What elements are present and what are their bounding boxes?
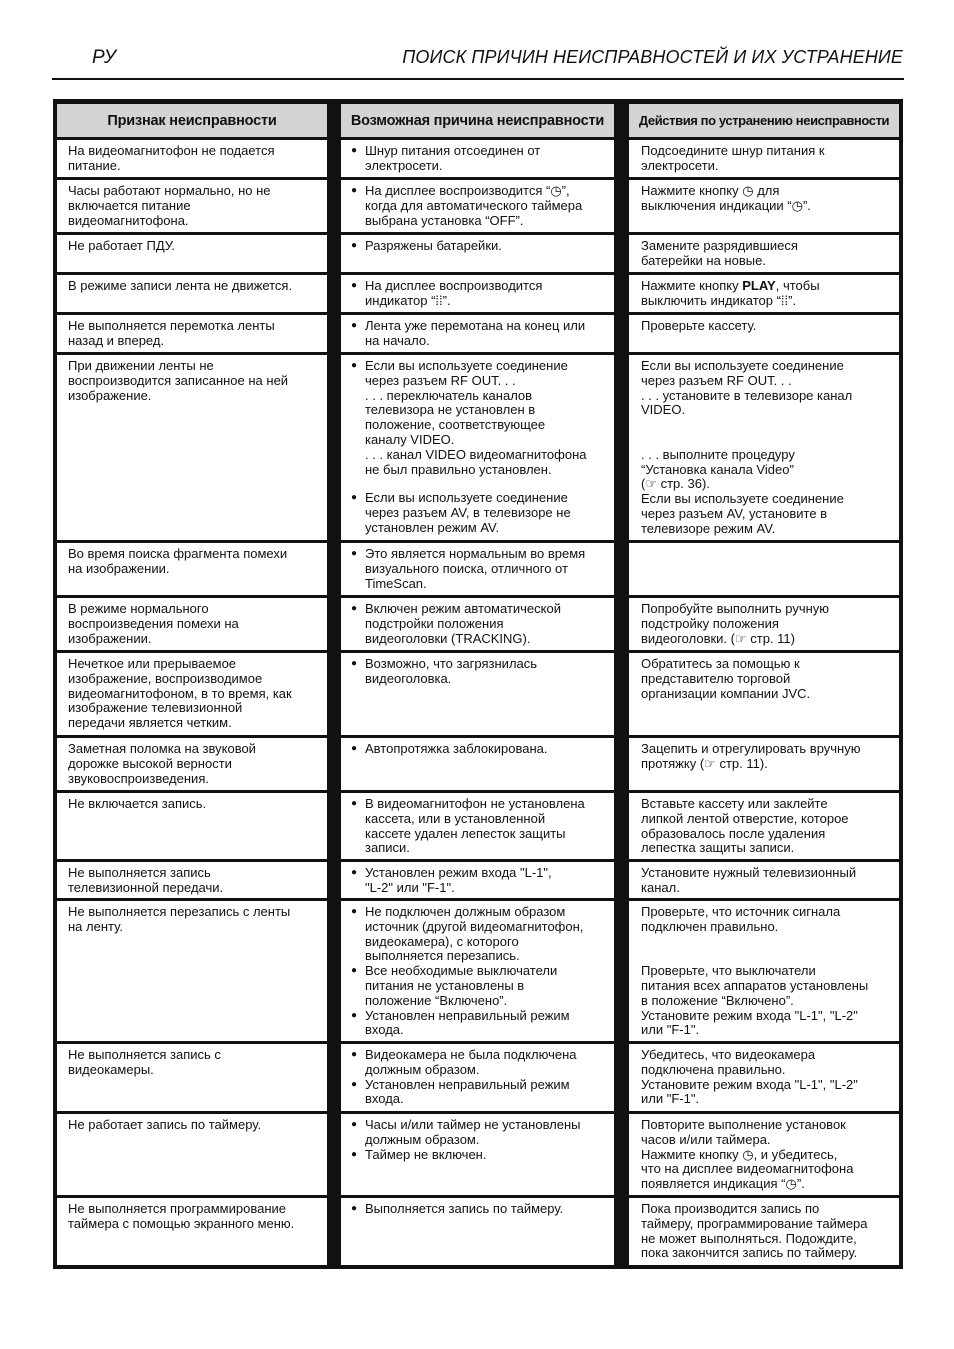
play-label: PLAY — [742, 278, 776, 293]
cause-cell — [341, 1044, 614, 1111]
action-text: Проверьте, что источник сигнала подключен правильно. Проверьте, что выключатели питания всех аппаратов установлены в положение “Включено”. Установите режим входа "L-1", "L-2" или "F-1". — [641, 904, 869, 1038]
bullet-item: ● Возможно, что загрязнилась видеоголовка. — [351, 657, 608, 687]
symptom-cell: Не включается запись. — [57, 793, 327, 859]
cause-cell — [341, 275, 614, 312]
spacer — [351, 477, 608, 491]
bullet-item: ● Лента уже перемотана на конец или на начало. — [351, 319, 608, 349]
bullet-item: ● Если вы используете соединение через разъем AV, в телевизоре не установлен режим AV. — [351, 491, 608, 535]
bullet-item: ● Выполняется запись по таймеру. — [351, 1202, 608, 1217]
cause-cell — [341, 315, 614, 352]
cause-cell — [341, 793, 614, 859]
cause-cell — [341, 738, 614, 790]
action-cell — [629, 275, 899, 312]
action-text: Подсоедините шнур питания к электросети. — [641, 143, 825, 173]
action-text: Обратитесь за помощью к представителю торговой организации компании JVC. — [641, 656, 811, 701]
action-cell — [629, 543, 899, 595]
cause-cell — [341, 543, 614, 595]
action-cell — [629, 1114, 899, 1195]
action-text: Проверьте кассету. — [641, 318, 757, 333]
action-cell — [629, 180, 899, 232]
symptom-header: Признак неисправности — [57, 104, 327, 137]
symptom-cell: Не работает запись по таймеру. — [57, 1114, 327, 1195]
cause-cell — [341, 235, 614, 272]
symptom-cell: Не выполняется перемотка ленты назад и вперед. — [57, 315, 327, 352]
symptom-cell: При движении ленты не воспроизводится записанное на ней изображение. — [57, 355, 327, 540]
action-cell — [629, 901, 899, 1041]
action-cell — [629, 598, 899, 650]
bullet-item: ● Это является нормальным во время визуального поиска, отличного от TimeScan. — [351, 547, 608, 591]
bullet-item: ● Шнур питания отсоединен от электросети. — [351, 144, 608, 174]
bullet-item: ● Все необходимые выключатели питания не установлены в положение “Включено”. — [351, 964, 608, 1008]
symptom-cell: Не выполняется запись с видеокамеры. — [57, 1044, 327, 1111]
cause-cell — [341, 1198, 614, 1265]
bullet-item: ● На дисплее воспроизводится “◷”, когда для автоматического таймера выбрана установка “OFF”. — [351, 184, 608, 228]
action-cell — [629, 738, 899, 790]
action-cell — [629, 235, 899, 272]
symptom-cell: Не выполняется программирование таймера с помощью экранного меню. — [57, 1198, 327, 1265]
action-cell — [629, 1198, 899, 1265]
action-text: Повторите выполнение установок часов и/или таймера. Нажмите кнопку ◷, и убедитесь, что на дисплее видеомагнитофона появляется индикация “◷”. — [641, 1117, 854, 1192]
symptom-cell: Часы работают нормально, но не включается питание видеомагнитофона. — [57, 180, 327, 232]
bullet-item: ● Видеокамера не была подключена должным образом. — [351, 1048, 608, 1078]
bullet-item: ● Часы и/или таймер не установлены должным образом. — [351, 1118, 608, 1148]
action-text: Если вы используете соединение через разъем RF OUT. . . . . . установите в телевизоре канал VIDEO. . . . выполните процедуру “Установка канала Video” (☞ стр. 36). Если вы используете соединение через разъем AV, установите в телевизоре режим AV. — [641, 358, 853, 536]
bullet-item: ● Включен режим автоматической подстройки положения видеоголовки (TRACKING). — [351, 602, 608, 646]
symptom-cell: Нечеткое или прерываемое изображение, воспроизводимое видеомагнитофоном, в то время, как изображение телевизионной передачи является четким. — [57, 653, 327, 735]
bullet-item: ● Не подключен должным образом источник (другой видеомагнитофон, видеокамера), с которого выполняется перезапись. — [351, 905, 608, 964]
cause-cell — [341, 140, 614, 177]
action-cell — [629, 793, 899, 859]
action-cell — [629, 653, 899, 735]
action-text: Установите нужный телевизионный канал. — [641, 865, 857, 895]
bullet-item: ● Таймер не включен. — [351, 1148, 608, 1163]
symptom-cell: На видеомагнитофон не подается питание. — [57, 140, 327, 177]
page-header-lang: РУ — [92, 47, 116, 68]
action-cell — [629, 315, 899, 352]
action-text: Замените разрядившиеся батерейки на новые. — [641, 238, 798, 268]
cause-cell — [341, 355, 614, 540]
cause-cell — [341, 653, 614, 735]
page-header-title: ПОИСК ПРИЧИН НЕИСПРАВНОСТЕЙ И ИХ УСТРАНЕНИЕ — [402, 47, 903, 67]
action-cell — [629, 140, 899, 177]
action-text: Пока производится запись по таймеру, программирование таймера не может выполняться. Подождите, пока закончится запись по таймеру. — [641, 1201, 868, 1261]
action-header: Действия по устранению неисправности — [629, 104, 899, 137]
action-text: Нажмите кнопку ◷ для выключения индикации “◷”. — [641, 183, 811, 213]
bullet-item: ● Автопротяжка заблокирована. — [351, 742, 608, 757]
symptom-cell: Во время поиска фрагмента помехи на изображении. — [57, 543, 327, 595]
symptom-cell: Не выполняется запись телевизионной передачи. — [57, 862, 327, 898]
cause-header: Возможная причина неисправности — [341, 104, 614, 137]
symptom-cell: Заметная поломка на звуковой дорожке высокой верности звуковоспроизведения. — [57, 738, 327, 790]
bullet-item: ● На дисплее воспроизводится индикатор “⁞⁞”. — [351, 279, 608, 309]
action-text: Зацепить и отрегулировать вручную протяжку (☞ стр. 11). — [641, 741, 861, 771]
bullet-item: ● Разряжены батарейки. — [351, 239, 608, 254]
symptom-cell: Не работает ПДУ. — [57, 235, 327, 272]
action-text: Попробуйте выполнить ручную подстройку положения видеоголовки. (☞ стр. 11) — [641, 601, 830, 646]
action-cell — [629, 862, 899, 898]
bullet-item: ● Установлен неправильный режим входа. — [351, 1009, 608, 1039]
bullet-item: ● Установлен неправильный режим входа. — [351, 1078, 608, 1108]
bullet-item: ● В видеомагнитофон не установлена кассета, или в установленной кассете удален лепесток защиты записи. — [351, 797, 608, 856]
cause-cell — [341, 180, 614, 232]
cause-cell — [341, 598, 614, 650]
symptom-cell: В режиме нормального воспроизведения помехи на изображении. — [57, 598, 327, 650]
action-cell — [629, 355, 899, 540]
action-cell — [629, 1044, 899, 1111]
bullet-item: ● Установлен режим входа "L-1", "L-2" или "F-1". — [351, 866, 608, 896]
symptom-cell: Не выполняется перезапись с ленты на ленту. — [57, 901, 327, 1041]
cause-cell — [341, 1114, 614, 1195]
bullet-item: ● Если вы используете соединение через разъем RF OUT. . . . . . переключатель каналов телевизора не установлен в положение, соответствующее каналу VIDEO. . . . канал VIDEO видеомагнитофона не был правильно установлен. — [351, 359, 608, 477]
action-text: Нажмите кнопку PLAY, чтобы выключить индикатор “⁞⁞”. — [641, 278, 820, 308]
action-text: Убедитесь, что видеокамера подключена правильно. Установите режим входа "L-1", "L-2" или "F-1". — [641, 1047, 858, 1107]
cause-cell — [341, 862, 614, 898]
symptom-cell: В режиме записи лента не движется. — [57, 275, 327, 312]
cause-cell — [341, 901, 614, 1041]
header-rule — [52, 78, 904, 80]
action-text: Вставьте кассету или заклейте липкой лентой отверстие, которое образовалось после удаления лепестка защиты записи. — [641, 796, 849, 856]
